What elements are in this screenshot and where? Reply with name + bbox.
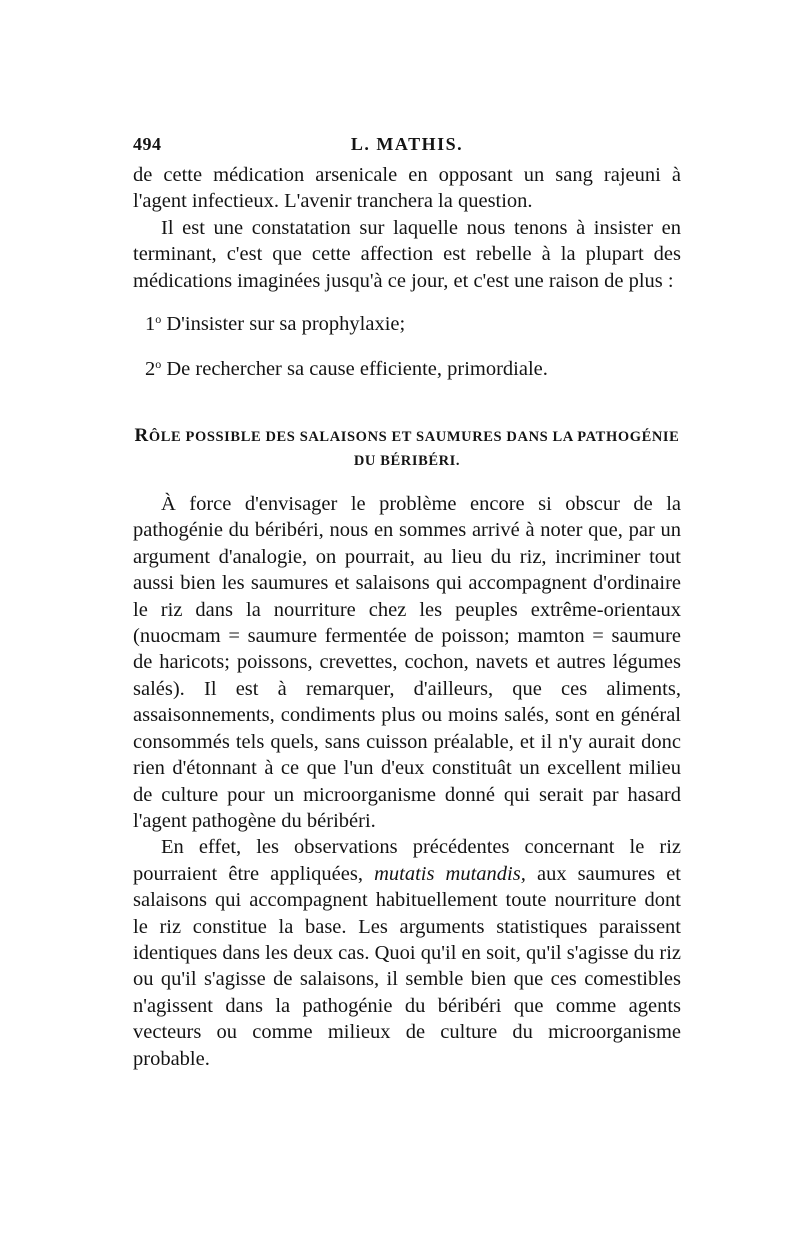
- paragraph-continuation: de cette médication arsenicale en opposant un sang rajeuni à l'agent infectieux. L'avenir tranchera la question.: [133, 164, 681, 213]
- page-header: [133, 128, 681, 162]
- page-number: 494: [133, 134, 162, 154]
- paragraph-en-effet-end: aux saumures et salaisons qui accompagnent habituellement toute nourriture dont le riz constitue la base. Les arguments statistiques paraissent identiques dans les deux cas. Quoi qu'il en soit, qu'il s'agisse du riz ou qu'il s'agisse de salaisons, il semble bien que ces comestibles n'agissent dans la pathogénie du béribéri que comme agents vecteurs ou comme milieux de culture du microorganisme probable.: [133, 862, 681, 1070]
- running-title: L. MATHIS.: [350, 134, 464, 154]
- list-text-1: D'insister sur sa prophylaxie;: [161, 313, 406, 336]
- list-text-2: De rechercher sa cause efficiente, primordiale.: [161, 358, 548, 381]
- list-item-cause: [133, 351, 681, 382]
- latin-phrase: mutatis mutandis,: [374, 862, 526, 885]
- list-number-2: 2: [145, 358, 156, 381]
- list-item-prophylaxie: [133, 306, 681, 337]
- paragraph-en-effet: [133, 834, 681, 1072]
- ordinal-marker-1: o: [155, 312, 162, 327]
- section-heading-rest: ÔLE POSSIBLE DES SALAISONS ET SAUMURES DANS LA PATHOGÉNIE: [148, 429, 680, 446]
- paragraph-constatation: Il est une constatation sur laquelle nous tenons à insister en terminant, c'est que cette affection est rebelle à la plupart des médications imaginées jusqu'à ce jour, et c'est une raison de plus :: [133, 216, 681, 292]
- section-heading-line1: [133, 424, 681, 449]
- section-heading: [133, 424, 681, 473]
- ordinal-marker-2: o: [155, 357, 162, 372]
- paragraph-saumures: À force d'envisager le problème encore si obscur de la pathogénie du béribéri, nous en sommes arrivé à noter que, par un argument d'analogie, on pourrait, au lieu du riz, incriminer tout aussi bien les saumures et salaisons qui accompagnent d'ordinaire le riz dans la nourriture chez les peuples extrême-orientaux (nuocmam = saumure fermentée de poisson; mamton = saumure de haricots; poissons, crevettes, cochon, navets et autres légumes salés). Il est à remarquer, d'ailleurs, que ces aliments, assaisonnements, condiments plus ou moins salés, sont en général consommés tels quels, sans cuisson préalable, et il n'y aurait donc rien d'étonnant à ce que l'un d'eux constituât un excellent milieu de culture pour un microorganisme donné qui serait par hasard l'agent pathogène du béribéri.: [133, 493, 681, 832]
- section-heading-line2: DU BÉRIBÉRI.: [353, 453, 461, 470]
- section-heading-initial: R: [134, 425, 149, 447]
- paragraph-en-effet-start: En effet, les observations précédentes concernant le riz pourraient être appliquées,: [133, 836, 681, 885]
- list-number-1: 1: [145, 313, 156, 336]
- book-page: [133, 128, 681, 1072]
